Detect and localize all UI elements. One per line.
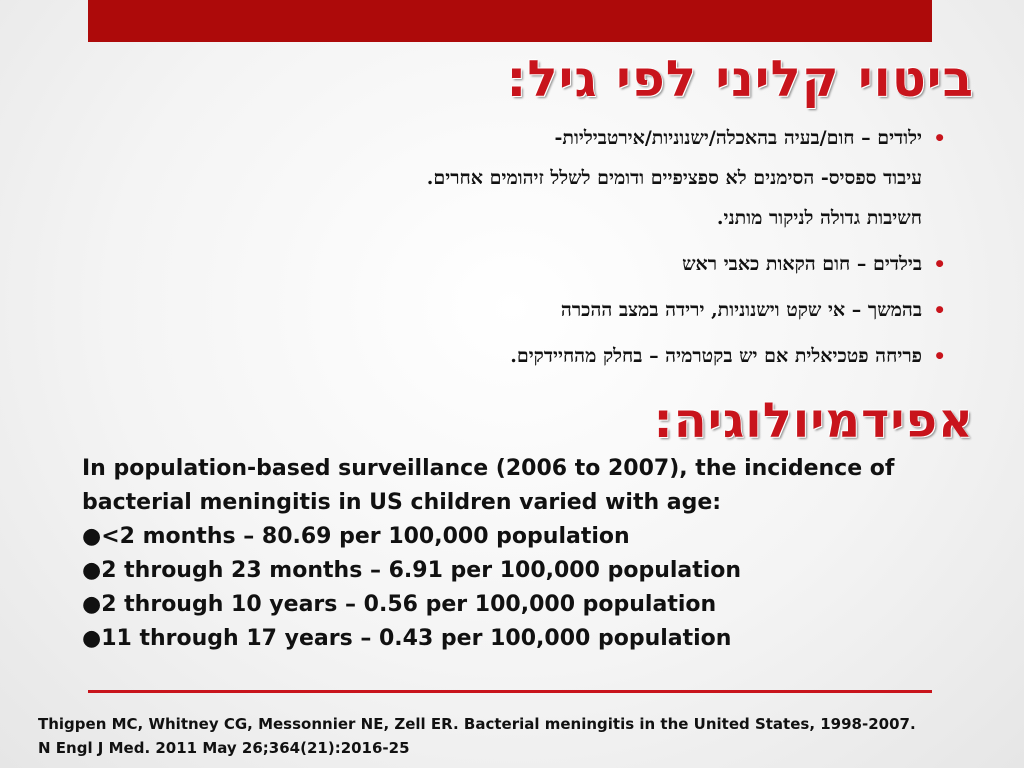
bullet-dot-icon: • — [933, 252, 946, 276]
bullet-dot-icon: • — [933, 126, 946, 150]
bullet-line: ילודים – חום/בעיה בהאכלה/ישנוניות/אירטביליות- — [554, 127, 922, 149]
epi-intro: In population-based surveillance (2006 to 2007), the incidence of bacterial meningitis in US children varied with age: — [82, 456, 895, 515]
bullet-dot-icon: • — [933, 298, 946, 322]
epi-item: ●11 through 17 years – 0.43 per 100,000 population — [82, 626, 732, 651]
bullet-line: פריחה פטכיאלית אם יש בקטרמיה – בחלק מהחיידקים. — [510, 345, 922, 367]
epi-item: ●2 through 10 years – 0.56 per 100,000 population — [82, 592, 717, 617]
bullet-line: עיבוד ספסיס- הסימנים לא ספציפיים ודומים לשלל זיהומים אחרים. — [426, 167, 922, 189]
reference-line: Thigpen MC, Whitney CG, Messonnier NE, Zell ER. Bacterial meningitis in the United States, 1998-2007. — [38, 715, 916, 733]
bullet-children — [124, 244, 946, 284]
reference-line: N Engl J Med. 2011 May 26;364(21):2016-25 — [38, 739, 410, 757]
reference-citation — [38, 712, 998, 760]
top-accent-bar — [88, 0, 932, 42]
bullet-line: בהמשך – אי שקט וישנוניות, ירידה במצב ההכרה — [560, 299, 922, 321]
bullet-neonates — [124, 118, 946, 238]
bullet-line: בילדים – חום הקאות כאבי ראש — [682, 253, 922, 275]
bullet-rash — [124, 336, 946, 376]
bullet-later — [124, 290, 946, 330]
bullet-line: חשיבות גדולה לניקור מותני. — [716, 207, 922, 229]
divider — [88, 690, 932, 693]
section-title-epidemiology: אפידמיולוגיה: — [653, 393, 974, 449]
epi-item: ●2 through 23 months – 6.91 per 100,000 population — [82, 558, 742, 583]
epi-item: ●<2 months – 80.69 per 100,000 population — [82, 524, 630, 549]
bullet-dot-icon: • — [933, 344, 946, 368]
epidemiology-text — [82, 452, 942, 656]
clinical-bullet-list — [124, 118, 946, 382]
section-title-clinical: ביטוי קליני לפי גיל: — [506, 50, 974, 108]
